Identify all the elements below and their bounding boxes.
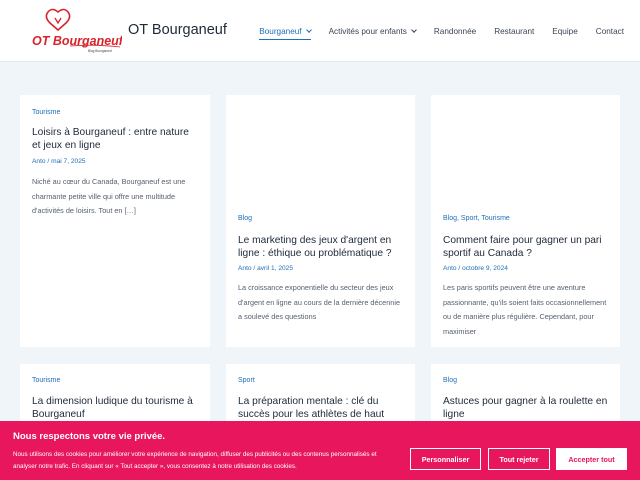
nav-label: Activités pour enfants <box>328 26 407 36</box>
nav-item-bourganeuf[interactable] <box>259 0 310 62</box>
post-title[interactable]: Comment faire pour gagner un pari sportif au Canada ? <box>443 235 602 259</box>
post-categories <box>238 215 252 222</box>
category-link[interactable]: Blog <box>238 215 253 222</box>
post-author[interactable]: Anto <box>443 265 457 272</box>
post-date: avril 1, 2025 <box>257 265 293 272</box>
post-categories <box>443 377 457 384</box>
reject-all-button[interactable]: Tout rejeter <box>488 448 550 470</box>
category-link[interactable]: Sport <box>238 377 255 384</box>
post-card <box>20 95 210 347</box>
post-excerpt: Les paris sportifs peuvent être une aventure passionnante, qu'ils soient faits occasionnellement ou de manière plus régulière. Cependant, pour maximiser <box>443 283 607 336</box>
category-link[interactable]: Sport <box>460 215 478 222</box>
cookie-title: Nous respectons votre vie privée. <box>13 431 166 442</box>
post-title[interactable]: Le marketing des jeux d'argent en ligne : éthique ou problématique ? <box>238 235 392 259</box>
category-link[interactable]: Tourisme <box>32 109 61 116</box>
post-card <box>431 95 620 347</box>
customize-button[interactable]: Personnaliser <box>410 448 481 470</box>
category-link[interactable]: Blog <box>443 377 458 384</box>
nav-label: Randonnée <box>433 26 477 36</box>
nav-item-activites-pour-enfants[interactable] <box>329 0 416 62</box>
nav-item-randonnee[interactable] <box>434 0 476 62</box>
nav-label: Restaurant <box>494 26 535 36</box>
post-card <box>226 95 415 347</box>
logo-wordmark: OT Bourganeuf <box>32 34 122 48</box>
post-title[interactable]: Loisirs à Bourganeuf : entre nature et jeux en ligne <box>32 127 189 151</box>
cookie-text: Nous utilisons des cookies pour améliorer votre expérience de navigation, diffuser des publicités ou des contenus personnalisés et analyser notre trafic. En cliquant sur « Tout accepter », vous consentez à notre utilisation des cookies. <box>13 451 377 470</box>
cookie-consent-banner <box>0 421 640 480</box>
nav-item-contact[interactable] <box>596 0 624 62</box>
post-meta: Anto / octobre 9, 2024 <box>443 265 508 272</box>
post-meta: Anto / mai 7, 2025 <box>32 158 86 165</box>
post-excerpt: La croissance exponentielle du secteur des jeux d'argent en ligne au cours de la dernière décennie a soulevé des questions <box>238 283 401 322</box>
post-date: octobre 9, 2024 <box>462 265 508 272</box>
post-excerpt: Niché au cœur du Canada, Bourganeuf est une charmante petite ville qui offre une multitude d'activités de loisirs. Tout en […] <box>32 177 186 216</box>
post-meta: Anto / avril 1, 2025 <box>238 265 293 272</box>
category-link[interactable]: Tourisme <box>32 377 61 384</box>
site-logo[interactable] <box>30 8 122 54</box>
post-date: mai 7, 2025 <box>51 158 86 165</box>
nav-label: Bourganeuf <box>259 26 302 36</box>
category-link[interactable]: Tourisme <box>481 215 510 222</box>
post-categories <box>238 377 255 384</box>
post-author[interactable]: Anto <box>238 265 252 272</box>
nav-label: Equipe <box>552 26 578 36</box>
nav-item-equipe[interactable] <box>552 0 578 62</box>
chevron-down-icon <box>306 27 312 33</box>
post-title[interactable]: La dimension ludique du tourisme à Bourganeuf <box>32 396 193 420</box>
post-title[interactable]: La préparation mentale : clé du succès pour les athlètes de haut <box>238 396 385 420</box>
heart-logo-icon <box>30 8 122 54</box>
post-categories: Blog, Sport, Tourisme <box>443 215 510 222</box>
nav-label: Contact <box>595 26 624 36</box>
site-header <box>0 0 640 62</box>
chevron-down-icon <box>411 27 417 33</box>
post-categories <box>32 109 60 116</box>
nav-item-restaurant[interactable] <box>494 0 534 62</box>
logo-tagline: Blog Bourganeuf <box>88 49 112 53</box>
site-title[interactable]: OT Bourganeuf <box>128 22 227 38</box>
post-author[interactable]: Anto <box>32 158 46 165</box>
post-title[interactable]: Astuces pour gagner à la roulette en ligne <box>443 396 608 420</box>
category-link[interactable]: Blog <box>443 215 458 222</box>
main-nav <box>241 0 624 62</box>
accept-all-button[interactable]: Accepter tout <box>556 448 627 470</box>
post-categories <box>32 377 60 384</box>
